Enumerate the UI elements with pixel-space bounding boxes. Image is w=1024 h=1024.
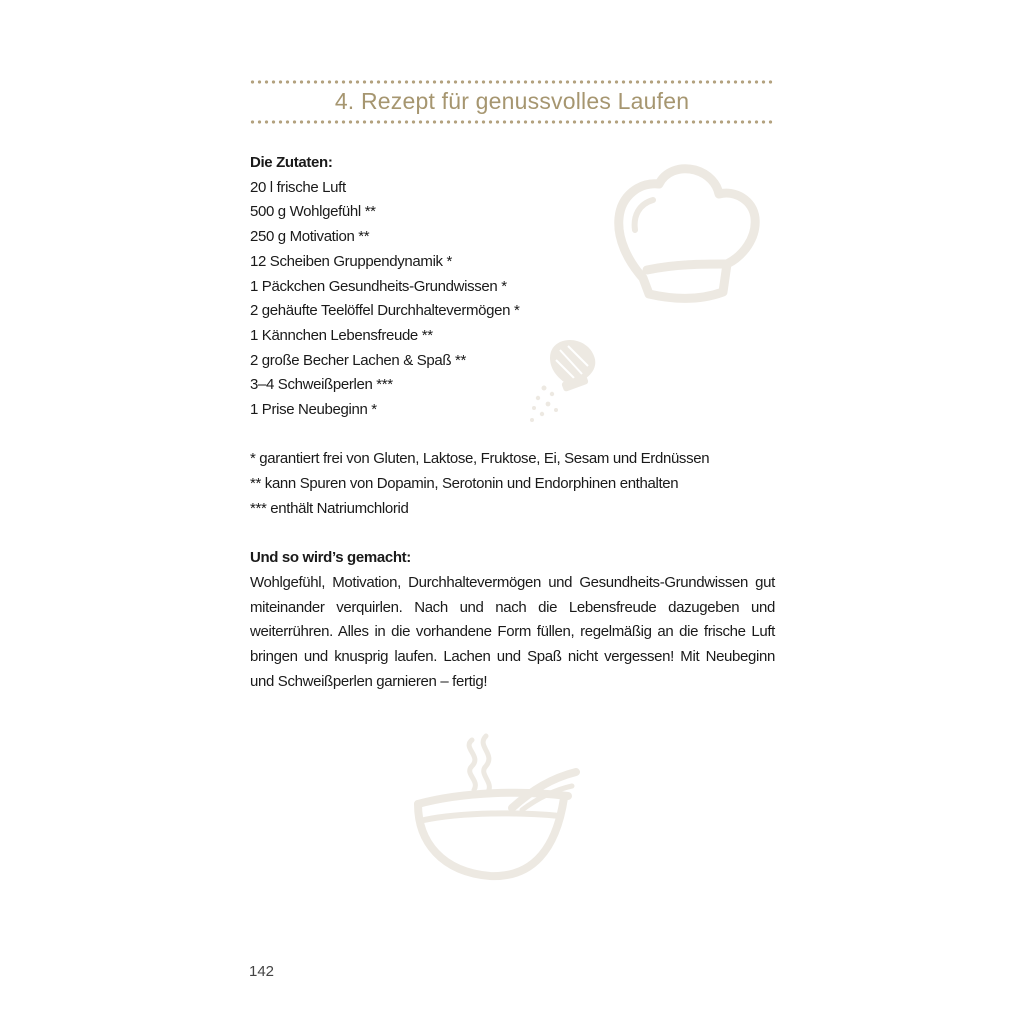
footnote: ** kann Spuren von Dopamin, Serotonin und Endorphinen enthalten	[250, 475, 679, 493]
dotted-rule-bottom	[249, 120, 775, 124]
ingredient-item: 1 Päckchen Gesundheits-Grundwissen *	[250, 277, 507, 295]
footnote: *** enthält Natriumchlorid	[250, 499, 409, 517]
method-text: Wohlgefühl, Motivation, Durchhaltevermögen und Gesundheits-Grundwissen gut miteinander verquirlen. Nach und nach die Lebensfreude dazugeben und weiterrühren. Alles in die vorhandene Form füllen, regelmäßig an die frische Luft bringen und knusprig laufen. Lachen und Spaß nicht vergessen! Mit Neubeginn und Schweißperlen garnieren – fertig!	[250, 573, 775, 690]
ingredient-item: 20 l frische Luft	[250, 178, 346, 196]
method-heading: Und so wird’s gemacht:	[250, 549, 411, 567]
ingredient-item: 1 Prise Neubeginn *	[250, 401, 377, 419]
ingredient-item: 12 Scheiben Gruppendynamik *	[250, 252, 453, 270]
recipe-content	[250, 151, 775, 694]
page-number: 142	[249, 963, 275, 980]
ingredient-item: 2 gehäufte Teelöffel Durchhaltevermögen *	[250, 302, 520, 320]
chapter-header	[249, 80, 775, 124]
page-title: 4. Rezept für genussvolles Laufen	[334, 88, 690, 114]
ingredient-item: 250 g Motivation **	[250, 228, 370, 246]
ingredient-item: 1 Kännchen Lebensfreude **	[250, 326, 433, 344]
ingredient-item: 3–4 Schweißperlen ***	[250, 376, 393, 394]
footnote: * garantiert frei von Gluten, Laktose, Fruktose, Ei, Sesam und Erdnüssen	[250, 450, 710, 468]
steaming-bowl-icon	[402, 732, 587, 887]
ingredients-heading: Die Zutaten:	[250, 154, 333, 171]
ingredient-item: 500 g Wohlgefühl **	[250, 203, 376, 221]
ingredient-item: 2 große Becher Lachen & Spaß **	[250, 351, 466, 369]
